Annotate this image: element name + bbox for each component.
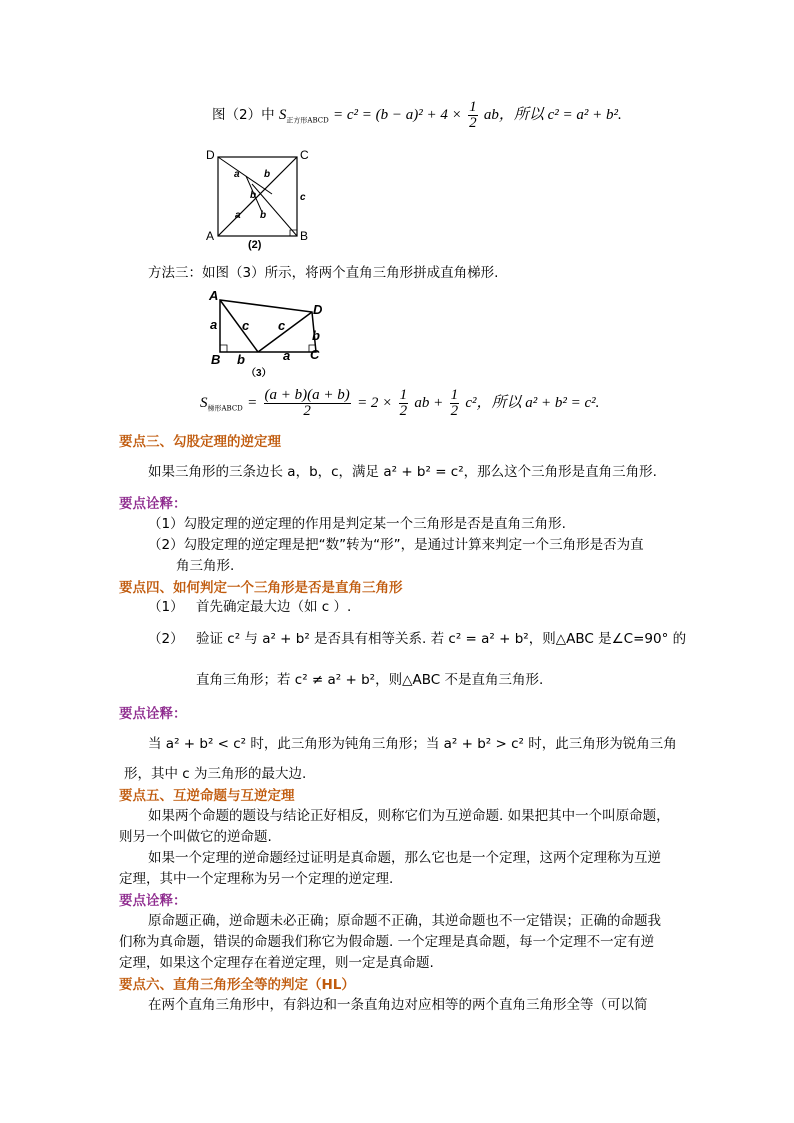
formula-2	[212, 100, 622, 131]
fig3-side-b-bottom: b	[237, 352, 245, 367]
note1-item2-line1: （2）勾股定理的逆定理是把“数”转为“形”，是通过计算来判定一个三角形是否为直	[148, 537, 644, 553]
fig3-vertex-a: A	[209, 288, 219, 303]
fig3-side-c-left: c	[242, 318, 250, 333]
fig3-side-c-right: c	[278, 318, 286, 333]
fig2-label-a2: a	[235, 210, 241, 221]
fig3-vertex-d: D	[313, 302, 323, 317]
formula-3-s-label: S	[200, 395, 208, 411]
frac-denominator: 2	[469, 115, 477, 131]
fig2-label-b3: b	[260, 210, 267, 221]
fig2-vertex-a: A	[206, 229, 215, 243]
fig2-vertex-c: C	[300, 148, 309, 162]
diagonal-ac	[218, 157, 297, 236]
fig3-vertex-c: C	[310, 347, 320, 362]
formula-3-fraction-3	[450, 388, 460, 419]
fig2-vertex-b: B	[300, 229, 309, 243]
fig3-vertex-b: B	[211, 352, 221, 367]
fig3-side-a-bottom: a	[283, 348, 291, 363]
section6-line1: 在两个直角三角形中，有斜边和一条直角边对应相等的两个直角三角形全等（可以简	[148, 997, 648, 1013]
formula-3	[200, 388, 599, 419]
inner-line-3	[252, 184, 297, 236]
frac-denominator: 2	[399, 403, 408, 419]
fig3-side-a-left: a	[210, 317, 218, 332]
fig2-vertex-d: D	[206, 148, 215, 162]
section3-statement: 如果三角形的三条边长 a，b，c，满足 a² + b² = c²，那么这个三角形是直角三角形.	[148, 464, 657, 480]
formula-2-tail: ab，所以 c² = a² + b².	[483, 107, 622, 123]
segment-ae	[220, 300, 258, 352]
formula-3-fraction-1	[264, 388, 351, 419]
note2-line2: 形，其中 c 为三角形的最大边.	[124, 766, 307, 782]
fig2-label-b1: b	[264, 169, 271, 180]
fig3-side-b-right: b	[312, 328, 320, 343]
fig2-label-a1: a	[234, 169, 240, 180]
formula-3-eq1: =	[247, 395, 258, 411]
fig2-label-b2: b	[250, 190, 257, 201]
formula-2-fraction	[468, 100, 478, 131]
formula-3-fraction-2	[399, 388, 409, 419]
note1-label: 要点诠释：	[119, 496, 187, 512]
section5-p1-line2: 则另一个叫做它的逆命题.	[119, 829, 272, 845]
method3-text: 方法三：如图（3）所示，将两个直角三角形拼成直角梯形.	[148, 265, 499, 281]
fig2-label-c: c	[300, 192, 306, 203]
section5-heading: 要点五、互逆命题与互逆定理	[119, 788, 295, 804]
section4-step2-num: （2）	[148, 631, 184, 647]
formula-2-s-sub: 正方形ABCD	[286, 116, 329, 125]
section6-heading: 要点六、直角三角形全等的判定（HL）	[119, 977, 355, 993]
note1-item2-line2: 角三角形.	[176, 558, 235, 574]
frac-denominator: 2	[450, 403, 459, 419]
note1-item1: （1）勾股定理的逆定理的作用是判定某一个三角形是否是直角三角形.	[148, 516, 566, 532]
figure-3-diagram	[206, 288, 328, 378]
right-angle-b	[220, 345, 227, 352]
section5-p2-line2: 定理，其中一个定理称为另一个定理的逆定理.	[119, 871, 394, 887]
frac-denominator: 2	[303, 403, 311, 419]
formula-3-mid: ab +	[414, 395, 444, 411]
formula-2-equation: = c² = (b − a)² + 4 ×	[333, 107, 462, 123]
formula-3-eq2: = 2 ×	[357, 395, 393, 411]
note2-label: 要点诠释：	[119, 706, 187, 722]
formula-2-s-label: S	[278, 107, 287, 123]
section4-step1-text: 首先确定最大边（如 c ）.	[196, 599, 352, 615]
note3-line3: 定理，如果这个定理存在着逆定理，则一定是真命题.	[119, 955, 434, 971]
section5-p1-line1: 如果两个命题的题设与结论正好相反，则称它们为互逆命题. 如果把其中一个叫原命题，	[148, 808, 670, 824]
section4-step2-line2: 直角三角形；若 c² ≠ a² + b²，则△ABC 不是直角三角形.	[196, 672, 544, 688]
formula-3-tail: c²，所以 a² + b² = c².	[465, 395, 600, 411]
frac-numerator: 1	[399, 387, 408, 403]
frac-numerator: 1	[469, 99, 477, 115]
note3-line2: 们称为真命题，错误的命题我们称它为假命题. 一个定理是真命题，每一个定理不一定有逆	[119, 934, 655, 950]
section4-step1-num: （1）	[148, 599, 184, 615]
note3-line1: 原命题正确，逆命题未必正确；原命题不正确，其逆命题也不一定错误；正确的命题我	[148, 913, 661, 929]
formula-3-s-sub: 梯形ABCD	[207, 404, 243, 413]
section4-heading: 要点四、如何判定一个三角形是否是直角三角形	[119, 580, 403, 596]
formula-2-prefix: 图（2）中	[212, 107, 275, 123]
frac-numerator: 1	[450, 387, 459, 403]
section5-p2-line1: 如果一个定理的逆命题经过证明是真命题，那么它也是一个定理，这两个定理称为互逆	[148, 850, 661, 866]
frac-numerator: (a + b)(a + b)	[264, 387, 350, 403]
note2-line1: 当 a² + b² < c² 时，此三角形为钝角三角形；当 a² + b² > c² 时，此三角形为锐角三角	[148, 736, 677, 752]
section3-heading: 要点三、勾股定理的逆定理	[119, 434, 281, 450]
fig3-caption: （3）	[246, 368, 272, 378]
note3-label: 要点诠释：	[119, 893, 187, 909]
fig2-caption: (2)	[248, 239, 262, 251]
section4-step2-line1: 验证 c² 与 a² + b² 是否具有相等关系. 若 c² = a² + b²，则△ABC 是∠C=90° 的	[196, 631, 687, 647]
figure-2-diagram	[200, 146, 320, 252]
